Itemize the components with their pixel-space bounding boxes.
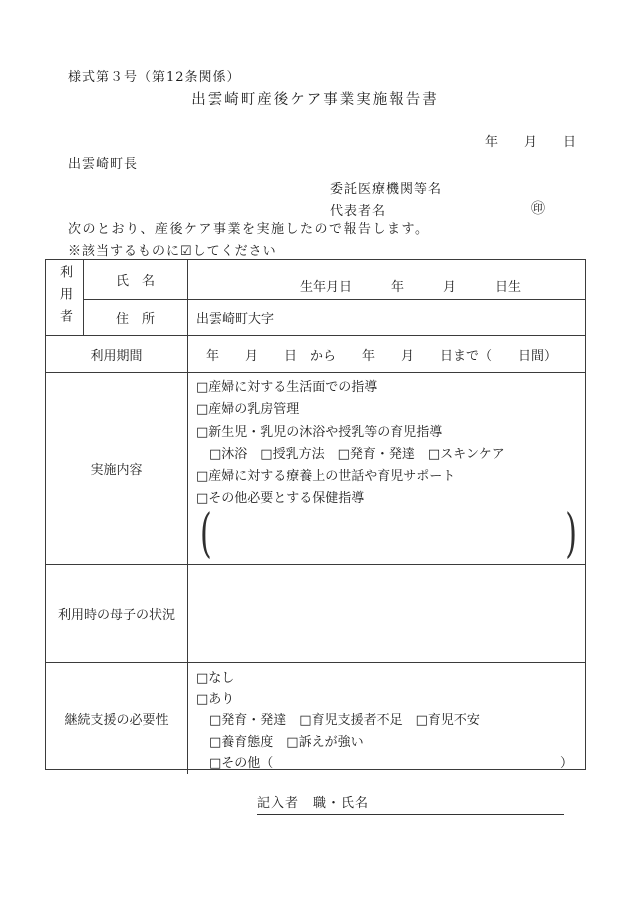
mother-child-status-field[interactable] [188,565,585,663]
implementation-checkbox-lines [188,377,585,511]
checkbox-line [188,466,585,488]
user-group-cell [46,260,84,336]
checkbox-item[interactable]: □あり [196,692,235,708]
checkbox-line [188,732,585,753]
org-name-label: 委託医療機関等名 [330,182,443,197]
checkbox-line [188,668,585,689]
checkbox-item[interactable]: □その他必要とする保健指導 [196,491,365,507]
checkbox-item[interactable]: □新生児・乳児の沐浴や授乳等の育児指導 [196,424,443,440]
free-text-area[interactable] [188,503,585,565]
checkbox-item[interactable]: □産婦に対する療養上の世話や育児サポート [196,469,456,485]
checkbox-line [188,399,585,421]
addressee-label: 出雲崎町長 [68,157,139,172]
close-paren-icon: ) [565,503,577,565]
recorder-signature-line[interactable] [257,792,564,815]
continued-support-label: 継続支援の必要性 [46,663,188,774]
checkbox-item[interactable]: □なし [196,671,235,686]
user-group-label: 利用者 [57,264,72,331]
checkbox-item[interactable]: □その他（ [209,755,274,771]
name-label: 氏 名 [84,260,188,300]
page-title: 出雲崎町産後ケア事業実施報告書 [191,92,439,108]
recorder-label: 記入者 職・氏名 [257,796,370,811]
checkbox-item[interactable]: □沐浴 [209,446,248,462]
checkbox-item[interactable]: □訴えが強い [286,734,364,750]
checkbox-item[interactable]: □養育態度 [209,734,274,750]
continued-support-content [188,663,585,774]
checkbox-item[interactable]: □育児不安 [415,713,480,729]
checkbox-item[interactable]: □発育・発達 [209,713,287,729]
checkbox-line [188,377,585,399]
support-checkbox-lines [188,668,585,774]
period-label: 利用期間 [46,336,188,373]
open-paren-icon: ( [200,503,212,565]
intro-line: 次のとおり、産後ケア事業を実施したので報告します。 [68,222,430,237]
form-number: 様式第３号（第12条関係） [68,70,241,85]
address-field[interactable] [188,300,585,336]
checkbox-line [188,444,585,466]
address-value: 出雲崎町大字 [196,312,275,327]
checkbox-line [188,488,585,510]
checkbox-item[interactable]: □産婦に対する生活面での指導 [196,380,378,395]
checkbox-item[interactable]: □スキンケア [427,446,505,462]
address-label: 住 所 [84,300,188,336]
birthdate-line: 生年月日 年 月 日生 [299,280,521,295]
period-value: 年 月 日 から 年 月 日まで（ 日間） [206,348,558,364]
report-form-table [45,259,586,770]
note-line: ※該当するものに☑してください [68,244,277,259]
name-field[interactable] [188,260,585,300]
seal-icon: ㊞ [531,201,545,217]
checkbox-item[interactable]: □授乳方法 [260,446,325,462]
checkbox-item[interactable]: □発育・発達 [337,446,415,462]
checkbox-line [188,710,585,731]
date-line: 年 月 日 [484,135,576,150]
checkbox-item[interactable]: □産婦の乳房管理 [196,402,300,418]
checkbox-line [188,689,585,710]
checkbox-item[interactable]: □育児支援者不足 [299,713,403,729]
checkbox-line [188,753,585,774]
implementation-content [188,373,585,565]
representative-label: 代表者名 [330,204,387,219]
mother-child-status-label: 利用時の母子の状況 [46,565,188,663]
close-paren: ） [559,755,573,771]
checkbox-line [188,422,585,444]
implementation-label: 実施内容 [46,373,188,565]
period-field[interactable] [188,336,585,373]
